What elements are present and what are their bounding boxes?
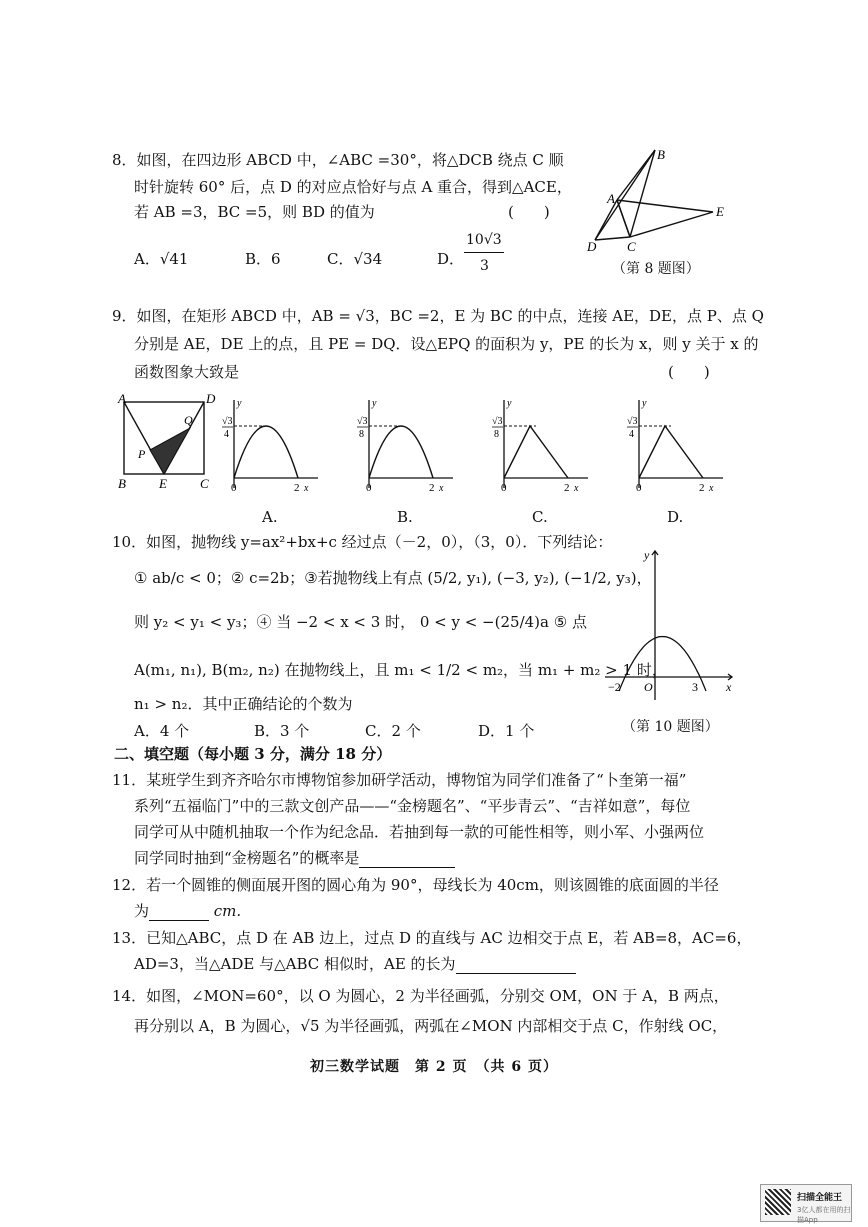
graph-curve [369,426,433,478]
axis-y-label: y [642,398,647,409]
q9-graph-b [357,396,467,494]
ymax-denominator: 4 [224,429,229,440]
q10-figure [600,545,740,705]
q9-fig-label-c: C [200,476,209,490]
q8-option-b: B．6 [245,250,281,268]
ymax-numerator: √3 [627,416,638,427]
q9-fig-label-b: B [118,476,126,490]
page-footer: 初三数学试题 第 2 页 （共 6 页） [310,1059,558,1075]
q10-fig-axis-x: x [726,680,732,694]
q8-fig-label-e: E [716,204,724,219]
q8-fig-label-a: A [607,191,615,206]
axis-y-label: y [372,398,377,409]
q9-graph-d [627,396,737,494]
q12-line1: 12．若一个圆锥的侧面展开图的圆心角为 90°，母线长为 40cm，则该圆锥的底面圆的半径 [112,876,719,894]
q12-line2-post: cm. [209,902,242,920]
q10-line4: A(m₁, n₁), B(m₂, n₂) 在抛物线上，且 m₁ < 1/2 < m₂，当 m₁ + m₂ > 1 时， [134,661,667,679]
axis-x-label: x [304,483,309,494]
q10-option-d: D．1 个 [478,722,535,740]
q11-line1: 11．某班学生到齐齐哈尔市博物馆参加研学活动，博物馆为同学们准备了“卜奎第一福” [112,771,687,789]
q9-graph-label-a: A. [262,508,278,526]
ymax-numerator: √3 [357,416,368,427]
q10-fig-origin: O [644,680,653,694]
axis-x-label: x [709,483,714,494]
q10-line5: n₁ > n₂．其中正确结论的个数为 [134,695,353,713]
axis-y-label: y [507,398,512,409]
origin-label: 0 [231,482,237,494]
q8-option-d-fraction-bar [464,252,504,253]
q9-line1: 9．如图，在矩形 ABCD 中，AB = √3，BC =2，E 为 BC 的中点，连接 AE，DE，点 P、点 Q [112,307,764,325]
q14-line1: 14．如图，∠MON=60°，以 O 为圆心，2 为半径画弧，分别交 OM，ON 于 A，B 两点， [112,987,729,1005]
x-tick-2: 2 [699,482,705,494]
q13-line2 [134,954,576,974]
ymax-denominator: 4 [629,429,634,440]
q8-option-d-prefix: D． [437,250,465,268]
axis-x-label: x [574,483,579,494]
scanner-badge-subtitle: 3亿人都在用的扫描App [797,1206,851,1224]
q8-figure [585,145,735,255]
q10-line3: 则 y₂ < y₁ < y₃；④ 当 −2 < x < 3 时， 0 < y < −(25/4)a ⑤ 点 [134,613,587,631]
q9-rectangle-figure [112,392,217,490]
ymax-denominator: 8 [359,429,364,440]
graph-curve [504,426,568,478]
q10-fig-tick-3: 3 [692,680,698,694]
graph-curve [639,426,703,478]
q10-option-b: B．3 个 [254,722,310,740]
ymax-numerator: √3 [222,416,233,427]
q8-line3: 若 AB =3，BC =5，则 BD 的值为 [134,203,375,221]
q10-fig-tick-neg2: −2 [608,680,621,694]
q12-line2-pre: 为 [134,902,150,920]
q13-line1: 13．已知△ABC，点 D 在 AB 边上，过点 D 的直线与 AC 边相交于点 E，若 AB=8，AC=6， [112,929,752,947]
scanner-badge-title: 扫描全能王 [797,1193,843,1203]
q12-answer-blank[interactable] [149,904,209,921]
q9-graph-c [492,396,602,494]
origin-label: 0 [501,482,507,494]
q9-fig-label-a: A [118,392,126,406]
axis-y-label: y [237,398,242,409]
q10-figure-caption: （第 10 题图） [622,719,719,735]
q10-option-c: C．2 个 [365,722,421,740]
q9-graph-label-d: D. [667,508,684,526]
q9-fig-label-d: D [206,392,216,406]
q14-line2: 再分别以 A，B 为圆心，√5 为半径画弧，两弧在∠MON 内部相交于点 C，作射线 OC， [134,1017,728,1035]
q11-line4 [134,848,455,868]
q8-option-d-denominator: 3 [480,258,489,274]
x-tick-2: 2 [564,482,570,494]
origin-label: 0 [636,482,642,494]
q9-line3: 函数图象大致是 [134,363,240,381]
q9-graph-a [222,396,332,494]
q10-fig-axis-y: y [644,548,650,562]
q11-answer-blank[interactable] [359,851,455,868]
q10-option-a: A．4 个 [134,722,190,740]
q9-graph-label-b: B. [397,508,413,526]
q10-line1: 10．如图，抛物线 y=ax²+bx+c 经过点（－2，0），（3，0）．下列结论： [112,533,613,551]
q8-fig-label-c: C [627,239,636,254]
q8-option-c: C．√34 [327,250,383,268]
scanner-badge [760,1184,852,1222]
q11-line2: 系列“五福临门”中的三款文创产品——“金榜题名”、“平步青云”、“吉祥如意”，每位 [134,797,691,815]
q8-fig-label-b: B [657,147,665,162]
q8-fig-label-d: D [587,239,597,254]
qr-code-icon [765,1189,791,1215]
q9-answer-paren: ( ) [668,363,710,381]
q9-fig-label-e: E [159,476,167,490]
x-tick-2: 2 [429,482,435,494]
q12-line2 [134,901,241,921]
x-tick-2: 2 [294,482,300,494]
graph-curve [234,426,298,478]
q9-graph-label-c: C. [532,508,548,526]
q9-fig-label-q: Q [184,413,193,427]
q8-line1: 8．如图，在四边形 ABCD 中，∠ABC =30°，将△DCB 绕点 C 顺 [112,151,564,169]
q11-line4-text: 同学同时抽到“金榜题名”的概率是 [134,849,360,867]
ymax-numerator: √3 [492,416,503,427]
q11-line3: 同学可从中随机抽取一个作为纪念品．若抽到每一款的可能性相等，则小军、小强两位 [134,823,705,841]
q8-option-a: A．√41 [134,250,189,268]
origin-label: 0 [366,482,372,494]
ymax-denominator: 8 [494,429,499,440]
q8-figure-caption: （第 8 题图） [612,261,700,277]
q9-fig-label-p: P [138,447,146,461]
q9-line2: 分别是 AE，DE 上的点，且 PE = DQ．设△EPQ 的面积为 y，PE 的长为 x，则 y 关于 x 的 [134,335,759,353]
q13-answer-blank[interactable] [456,957,576,974]
q10-line2: ① ab/c < 0；② c=2b；③若抛物线上有点 (5/2, y₁), (−3, y₂), (−1/2, y₃)， [134,569,652,587]
q8-answer-paren: ( ) [508,203,550,221]
q8-line2: 时针旋转 60° 后，点 D 的对应点恰好与点 A 重合，得到△ACE， [134,178,572,196]
q13-line2-text: AD=3，当△ADE 与△ABC 相似时，AE 的长为 [134,955,456,973]
axis-x-label: x [439,483,444,494]
section-2-heading: 二、填空题（每小题 3 分，满分 18 分） [114,745,392,763]
q8-option-d-numerator: 10√3 [466,232,502,248]
